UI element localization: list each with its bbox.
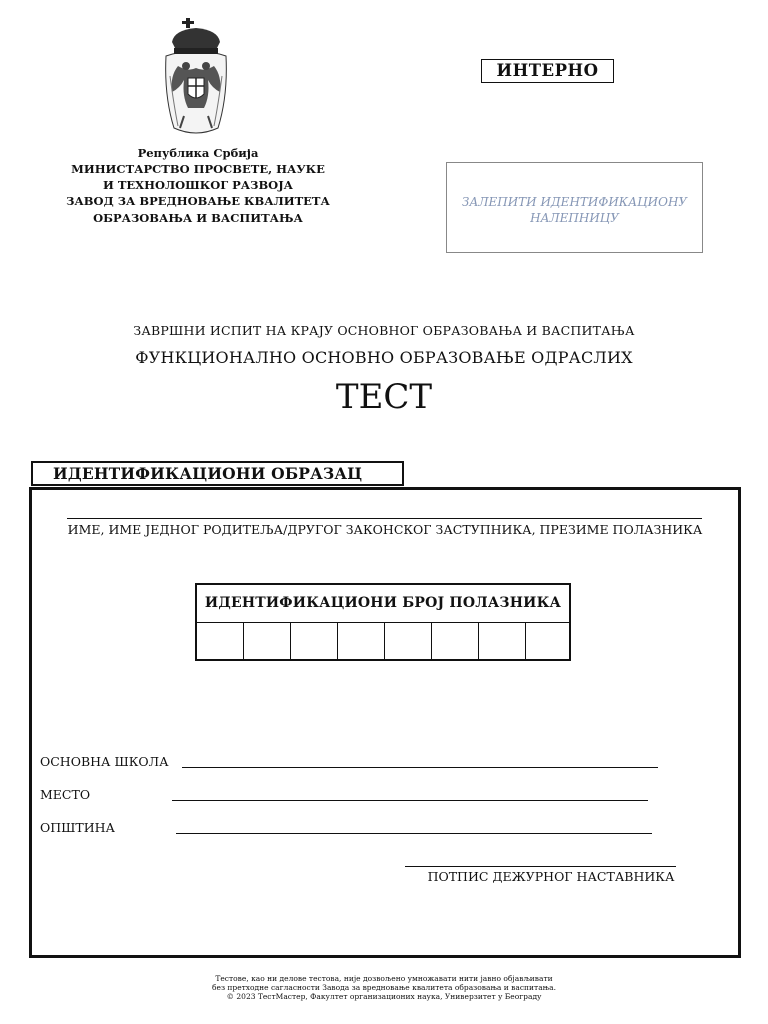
id-number-header: ИДЕНТИФИКАЦИОНИ БРОЈ ПОЛАЗНИКА — [197, 585, 569, 623]
footer-copyright-line3: © 2023 ТестМастер, Факултет организационих наука, Универзитет у Београду — [226, 992, 542, 1001]
classification-badge: ИНТЕРНО — [481, 59, 614, 83]
page-title: ТЕСТ — [335, 377, 433, 417]
id-digit-cell[interactable] — [291, 623, 338, 661]
exam-heading: ЗАВРШНИ ИСПИТ НА КРАЈУ ОСНОВНОГ ОБРАЗОВАЊА И ВАСПИТАЊА — [133, 323, 635, 338]
institution-ministry-line1: МИНИСТАРСТВО ПРОСВЕТЕ, НАУКЕ — [71, 162, 325, 176]
institution-country: Република Србија — [137, 146, 259, 160]
id-form-section-label — [31, 461, 404, 486]
serbia-coat-of-arms-icon — [160, 16, 232, 140]
institution-institute-line2: ОБРАЗОВАЊА И ВАСПИТАЊА — [93, 211, 303, 225]
municipality-label: ОПШТИНА — [40, 820, 116, 835]
id-digit-cell[interactable] — [197, 623, 244, 661]
place-label: МЕСТО — [40, 787, 91, 802]
municipality-field-line[interactable] — [176, 833, 652, 834]
school-label: ОСНОВНА ШКОЛА — [40, 754, 169, 769]
program-heading: ФУНКЦИОНАЛНО ОСНОВНО ОБРАЗОВАЊЕ ОДРАСЛИХ — [135, 348, 633, 367]
id-digit-cell[interactable] — [338, 623, 385, 661]
institution-ministry-line2: И ТЕХНОЛОШКОГ РАЗВОЈА — [102, 178, 294, 192]
footer-copyright-line2: без претходне сагласности Завода за вредновање квалитета образовања и васпитања. — [211, 983, 556, 992]
id-sticker-placeholder — [446, 162, 703, 253]
signature-line[interactable] — [405, 866, 676, 867]
full-name-caption: ИМЕ, ИМЕ ЈЕДНОГ РОДИТЕЉА/ДРУГОГ ЗАКОНСКОГ ЗАСТУПНИКА, ПРЕЗИМЕ ПОЛАЗНИКА — [67, 522, 703, 537]
institution-institute-line1: ЗАВОД ЗА ВРЕДНОВАЊЕ КВАЛИТЕТА — [66, 194, 330, 208]
id-digit-cell[interactable] — [432, 623, 479, 661]
full-name-line[interactable] — [67, 518, 702, 519]
id-digit-cell[interactable] — [244, 623, 291, 661]
signature-caption: ПОТПИС ДЕЖУРНОГ НАСТАВНИКА — [427, 869, 675, 884]
sticker-instruction-line2: НАЛЕПНИЦУ — [530, 211, 619, 225]
place-field-line[interactable] — [172, 800, 648, 801]
identification-form — [29, 487, 741, 958]
footer-copyright-line1: Тестове, као ни делове тестова, није дозвољено умножавати нити јавно објављивати — [215, 974, 553, 983]
id-digit-cell[interactable] — [526, 623, 569, 661]
id-number-table — [195, 583, 571, 661]
id-digit-cell[interactable] — [479, 623, 526, 661]
sticker-instruction-line1: ЗАЛЕПИТИ ИДЕНТИФИКАЦИОНУ — [461, 195, 688, 209]
id-digit-cell[interactable] — [385, 623, 432, 661]
school-field-line[interactable] — [182, 767, 658, 768]
id-form-section-text: ИДЕНТИФИКАЦИОНИ ОБРАЗАЦ — [53, 464, 363, 483]
